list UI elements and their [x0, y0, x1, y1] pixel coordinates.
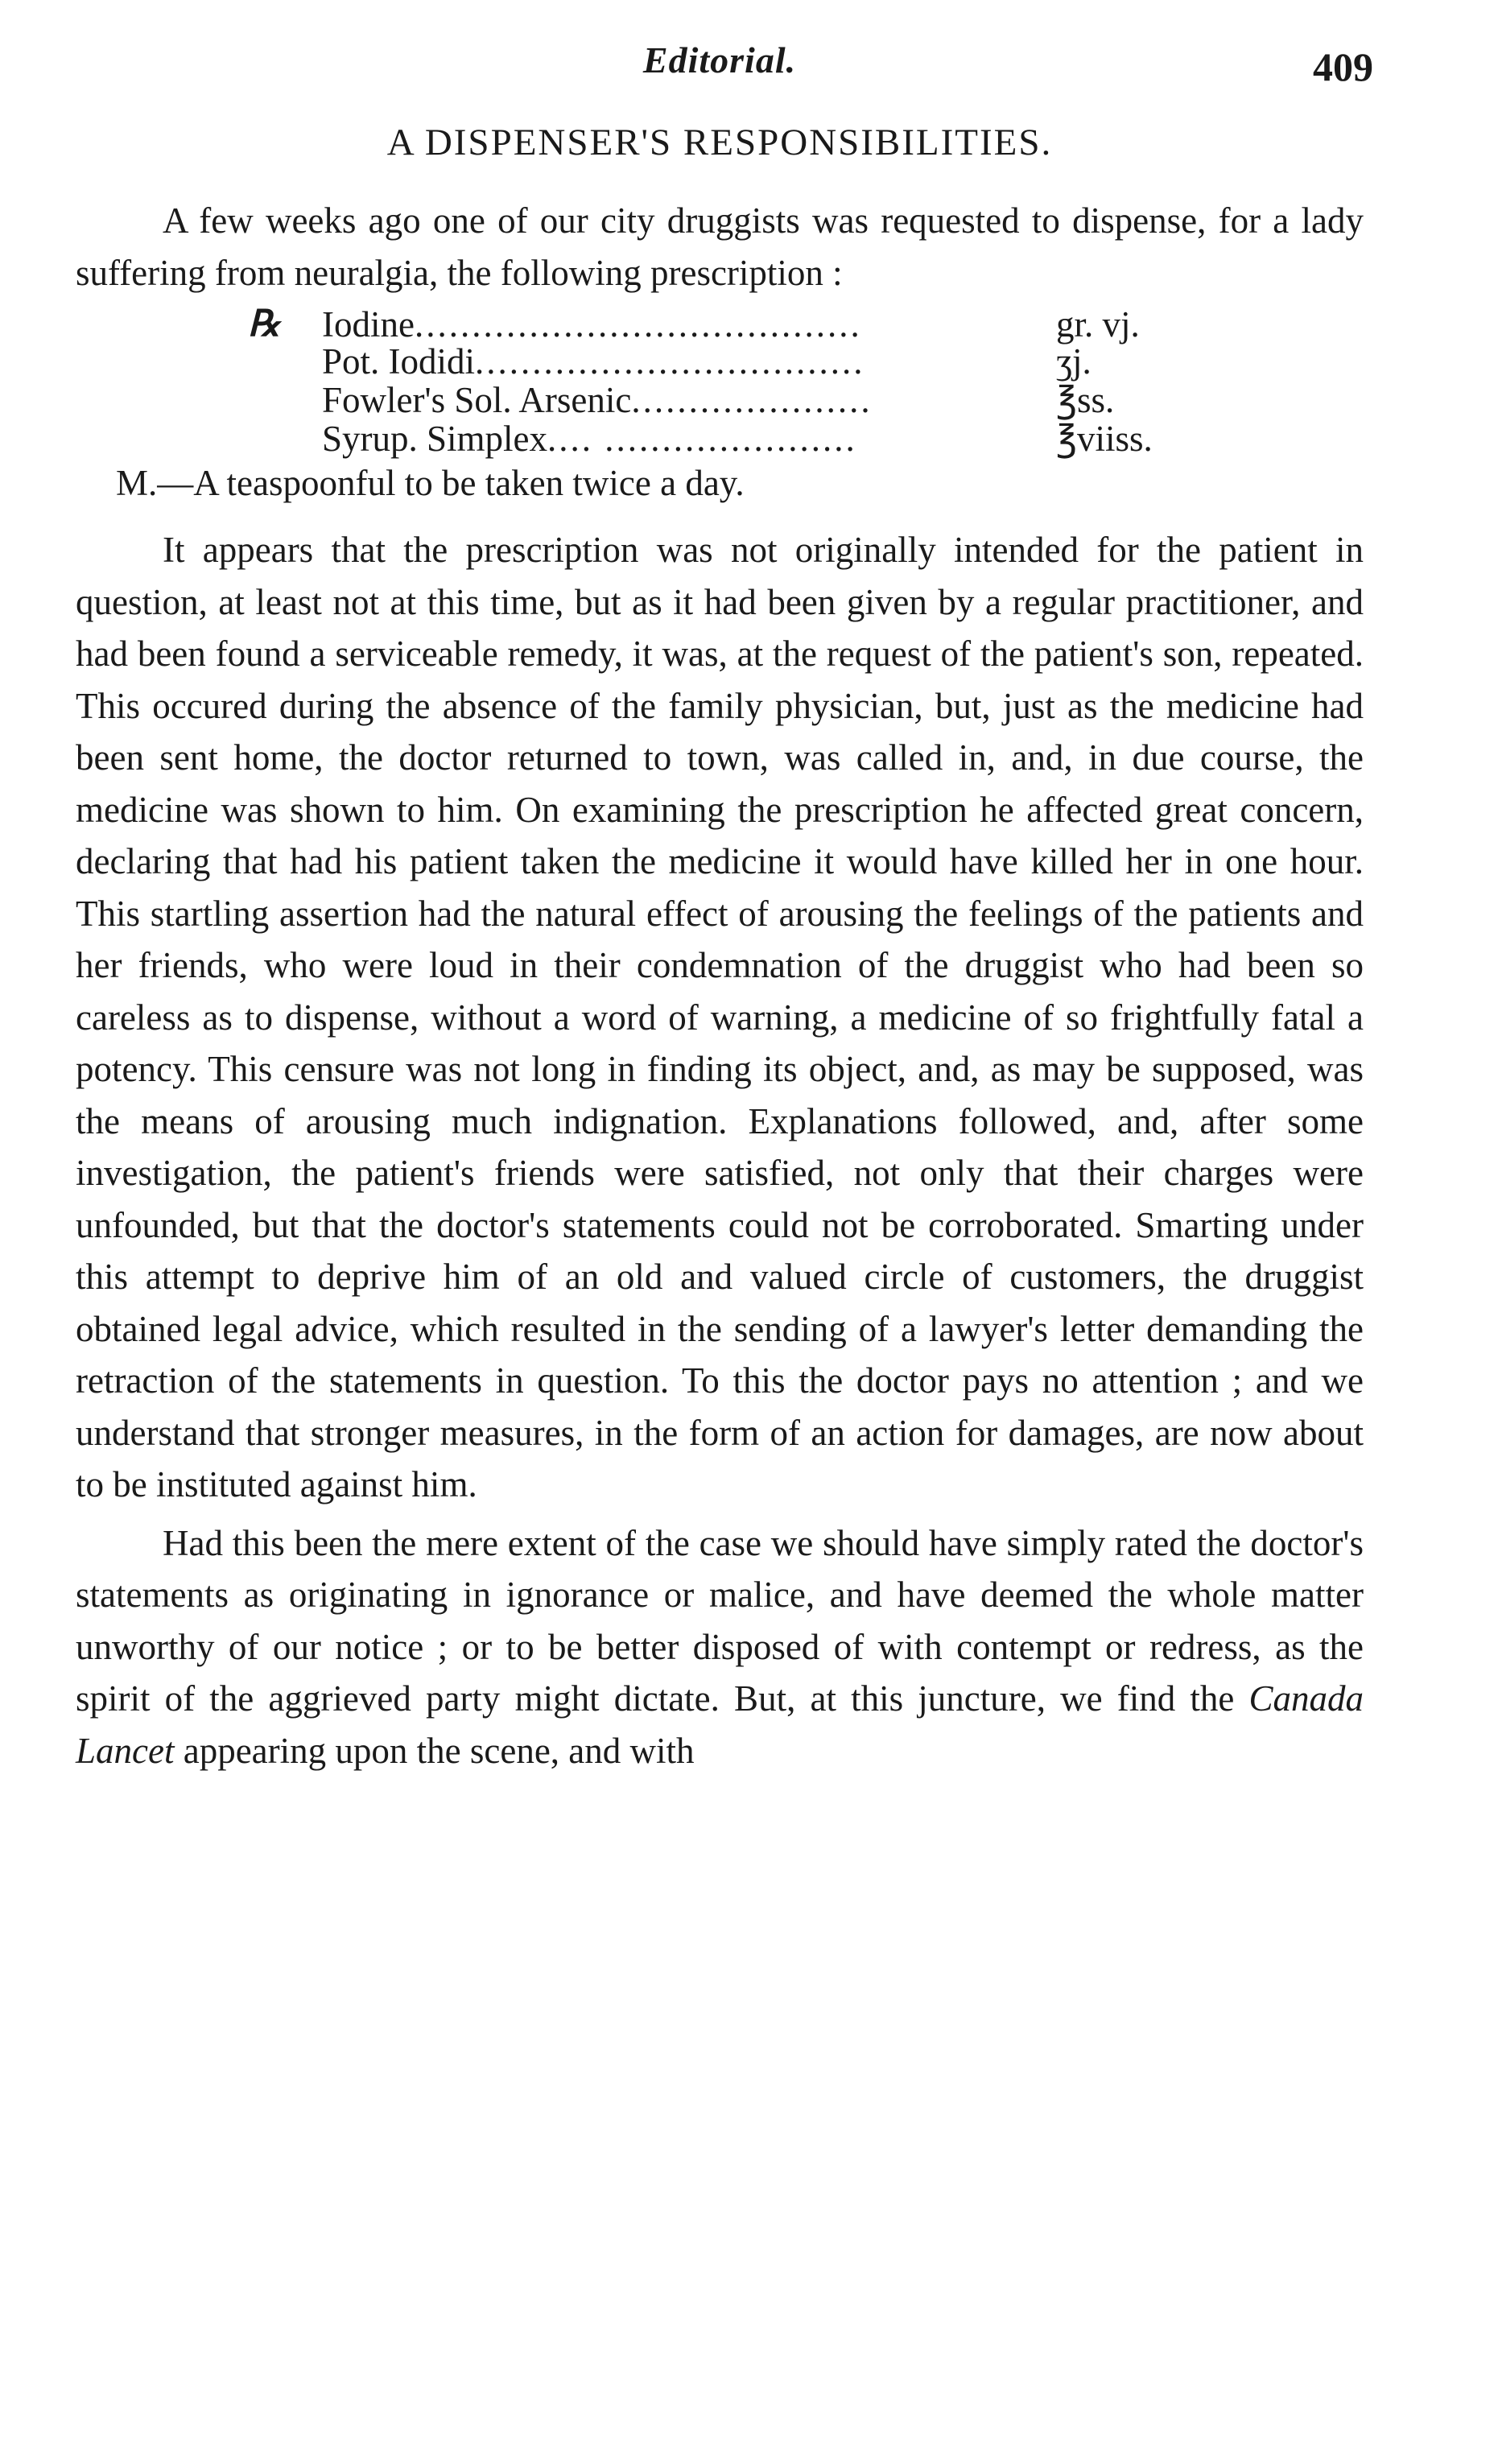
- paragraph-text: Had this been the mere extent of the case we should have simply rated the doctor's statements as originating in ignorance or malice, and have deemed the whole matter unworthy of our notice ; or to be better disposed of with contempt or redress, as the spirit of the aggrieved party might dictate. But, at this juncture, we find the: [76, 1522, 1364, 1719]
- running-head: [76, 39, 1373, 103]
- article-headline: A DISPENSER'S RESPONSIBILITIES.: [386, 122, 1053, 163]
- prescription-quantity: ℥ss.: [1056, 380, 1115, 420]
- leader-dots: ..................................: [475, 341, 865, 382]
- leader-dots: .... ......................: [547, 419, 857, 459]
- prescription-line: [322, 416, 857, 461]
- page-number: 409: [1313, 44, 1373, 89]
- rx-icon: ℞: [248, 303, 281, 344]
- running-title: Editorial.: [642, 39, 797, 80]
- prescription-item: Iodine: [322, 304, 415, 345]
- paragraph-text: appearing upon the scene, and with: [174, 1730, 695, 1771]
- journal-title: Canada Lancet: [76, 1678, 1364, 1771]
- prescription-item: Fowler's Sol. Arsenic: [322, 380, 632, 420]
- prescription-quantity: ℥viiss.: [1056, 419, 1153, 459]
- body-paragraph: It appears that the prescription was not originally intended for the patient in question, at least not at this time, but as it had been given by a regular practitioner, and had been found a serviceable remedy, it was, at the request of the patient's son, repeated. This occured during the absence of the family physician, but, just as the medicine had been sent home, the doctor returned to town, was called in, and, in due course, the medicine was shown to him. On examining the prescription he affected great concern, declaring that had his patient taken the medicine it would have killed her in one hour. This startling assertion had the natural effect of arousing the feelings of the patients and her friends, who were loud in their condemnation of the druggist who had been so careless as to dispense, without a word of warning, a medicine of so frightfully fatal a potency. This censure was not long in finding its object, and, as may be supposed, was the means of arousing much indignation. Explanations followed, and, after some investigation, the patient's friends were satisfied, not only that their charges were unfounded, but that the doctor's statements could not be corroborated. Smarting under this attempt to deprive him of an old and valued circle of customers, the druggist obtained legal advice, which resulted in the sending of a lawyer's letter demanding the retraction of the statements in question. To this the doctor pays no attention ; and we understand that stronger measures, in the form of an action for damages, are now about to be instituted against him.: [76, 530, 1364, 1504]
- prescription-quantity: ʒj.: [1056, 341, 1092, 382]
- intro-paragraph: A few weeks ago one of our city druggists was requested to dispense, for a lady suffering from neuralgia, the following prescription :: [76, 200, 1364, 293]
- leader-dots: .......................................: [414, 304, 862, 345]
- prescription-directions: M.—A teaspoonful to be taken twice a day.: [116, 463, 745, 503]
- prescription-quantity: gr. vj.: [1056, 304, 1140, 345]
- book-page: [76, 39, 1373, 1777]
- body-paragraph: [76, 1517, 1364, 1777]
- leader-dots: .....................: [631, 380, 873, 420]
- prescription-block: [76, 302, 1364, 503]
- prescription-item: Syrup. Simplex: [322, 419, 548, 459]
- prescription-item: Pot. Iodidi: [322, 341, 476, 382]
